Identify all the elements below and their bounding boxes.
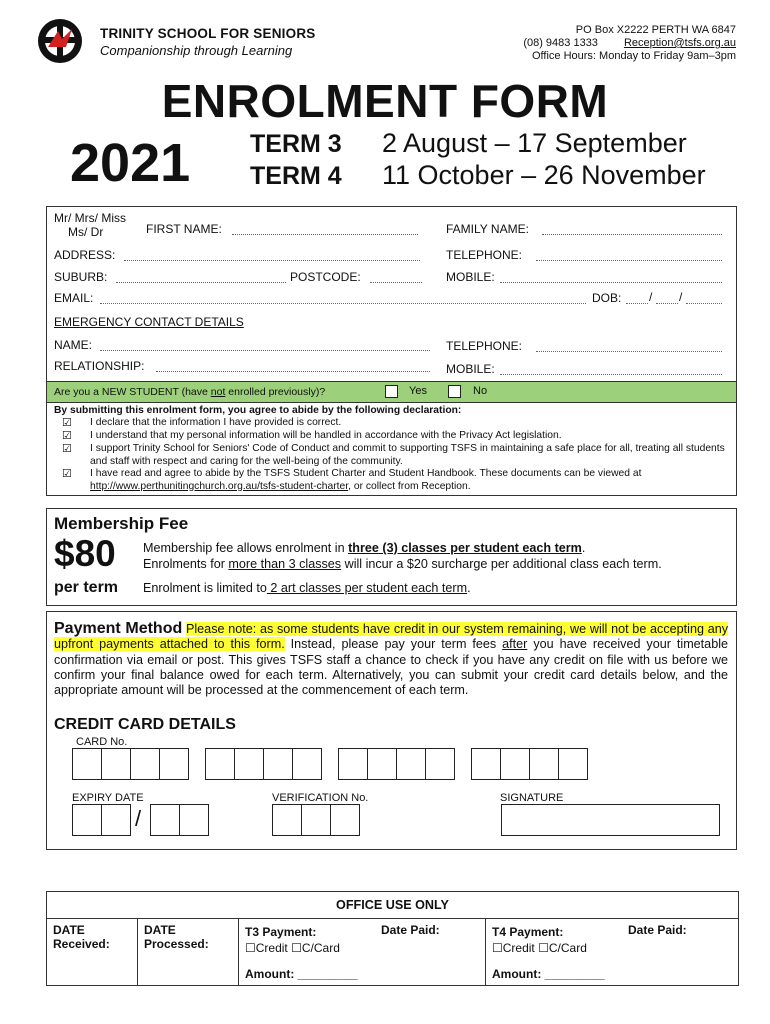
yes-label: Yes: [409, 385, 427, 397]
expiry-digit-cell[interactable]: [179, 804, 209, 836]
membership-per-term: per term: [54, 579, 119, 596]
card-group-1[interactable]: [72, 748, 188, 780]
year: 2021: [70, 133, 191, 193]
date-processed-label-1: DATE: [144, 923, 176, 937]
membership-line-1: [143, 541, 585, 555]
declaration-item-3: I support Trinity School for Seniors' Code of Conduct and commit to supporting TSFS in maintaining a safe place for all, treating all students and staff with respect and caring for the well-being of the community.: [90, 443, 725, 467]
m3-u: 2 art classes per student each term: [266, 581, 468, 595]
question-text-1: Are you a NEW STUDENT (have: [54, 386, 211, 398]
card-digit-cell[interactable]: [101, 748, 131, 780]
card-digit-cell[interactable]: [205, 748, 235, 780]
t4-payment-label: T4 Payment:: [492, 925, 564, 939]
expiry-separator: /: [135, 806, 142, 831]
yes-checkbox[interactable]: [385, 385, 398, 398]
card-digit-cell[interactable]: [396, 748, 426, 780]
expiry-digit-cell[interactable]: [72, 804, 102, 836]
declaration-item-1: I declare that the information I have provided is correct.: [90, 417, 342, 428]
term-4-label: TERM 4: [250, 162, 342, 190]
phone-number: (08) 9483 1333: [523, 37, 598, 49]
postcode-field[interactable]: [370, 272, 422, 283]
address-field[interactable]: [124, 250, 420, 261]
question-text-2: enrolled previously)?: [225, 386, 326, 398]
t3-payment-cell: [239, 919, 486, 986]
verification-digit-cell[interactable]: [301, 804, 331, 836]
payment-after: after: [502, 637, 528, 652]
ec-telephone-field[interactable]: [536, 341, 722, 352]
card-digit-cell[interactable]: [338, 748, 368, 780]
postal-address: PO Box X2222 PERTH WA 6847: [575, 24, 736, 36]
t4-payment-cell: [486, 919, 739, 986]
dob-label: DOB:: [592, 291, 622, 305]
m2-u: more than 3 classes: [228, 557, 342, 571]
tick-icon: ☑: [62, 430, 72, 442]
dob-year-field[interactable]: [686, 293, 722, 304]
verification-digit-cell[interactable]: [330, 804, 360, 836]
verification-cells[interactable]: [272, 804, 359, 836]
tick-icon: ☑: [62, 468, 72, 480]
m1-u: three (3) classes per student each term: [348, 541, 582, 555]
verification-digit-cell[interactable]: [272, 804, 302, 836]
office-hours: Office Hours: Monday to Friday 9am–3pm: [532, 50, 736, 62]
school-tagline: Companionship through Learning: [100, 43, 293, 58]
payment-text-1: Instead, please pay your term fees: [284, 637, 503, 652]
credit-card-heading: CREDIT CARD DETAILS: [54, 716, 236, 733]
office-use-heading: OFFICE USE ONLY: [47, 892, 739, 919]
first-name-field[interactable]: [232, 224, 418, 235]
expiry-label: EXPIRY DATE: [72, 792, 144, 804]
date-received-label-1: DATE: [53, 923, 85, 937]
family-name-field[interactable]: [542, 224, 722, 235]
declaration-intro: By submitting this enrolment form, you agree to abide by the following declaration:: [54, 405, 462, 416]
email-label: EMAIL:: [54, 291, 94, 305]
membership-line-3: [143, 581, 471, 595]
card-digit-cell[interactable]: [72, 748, 102, 780]
t3-date-paid-label: Date Paid:: [381, 923, 440, 937]
address-label: ADDRESS:: [54, 248, 116, 262]
question-not: not: [210, 386, 226, 398]
ec-relationship-field[interactable]: [156, 361, 430, 372]
m3-post: .: [467, 581, 471, 595]
email-link[interactable]: Reception@tsfs.org.au: [623, 37, 736, 49]
dob-day-field[interactable]: [626, 293, 648, 304]
m2-post: will incur a $20 surcharge per additional class each term.: [341, 557, 662, 571]
title-options-2: Ms/ Dr: [68, 225, 104, 239]
school-name: TRINITY SCHOOL FOR SENIORS: [100, 26, 316, 41]
membership-heading: Membership Fee: [54, 514, 189, 533]
office-use-table: [46, 891, 739, 986]
dob-month-field[interactable]: [656, 293, 678, 304]
telephone-label: TELEPHONE:: [446, 248, 523, 262]
card-no-label: CARD No.: [76, 736, 128, 748]
card-digit-cell[interactable]: [292, 748, 322, 780]
charter-link[interactable]: http://www.perthunitingchurch.org.au/tsfs-student-charter: [90, 480, 349, 492]
card-digit-cell[interactable]: [558, 748, 588, 780]
no-label: No: [473, 385, 488, 397]
card-digit-cell[interactable]: [425, 748, 455, 780]
card-digit-cell[interactable]: [367, 748, 397, 780]
t3-amount: Amount: _________: [245, 967, 358, 981]
signature-field[interactable]: [501, 804, 720, 836]
membership-line-2: [143, 557, 662, 571]
expiry-year-cells[interactable]: [150, 804, 208, 836]
card-group-4[interactable]: [471, 748, 587, 780]
m3-pre: Enrolment is limited to: [143, 581, 267, 595]
postcode-label: POSTCODE:: [290, 270, 361, 284]
family-name-label: FAMILY NAME:: [446, 222, 529, 236]
first-name-label: FIRST NAME:: [146, 222, 222, 236]
phone-email-line: [523, 37, 736, 50]
card-group-2[interactable]: [205, 748, 321, 780]
declaration-item-2: I understand that my personal information will be handled in accordance with the Privacy Act legislation.: [90, 430, 562, 441]
no-checkbox[interactable]: [448, 385, 461, 398]
dob-separator-2: /: [679, 290, 683, 304]
date-received-cell: [47, 919, 138, 986]
date-processed-label-2: Processed:: [144, 937, 209, 951]
card-digit-cell[interactable]: [263, 748, 293, 780]
card-digit-cell[interactable]: [471, 748, 501, 780]
t4-amount: Amount: _________: [492, 967, 605, 981]
card-digit-cell[interactable]: [159, 748, 189, 780]
signature-label: SIGNATURE: [500, 792, 564, 804]
t3-payment-options[interactable]: ☐Credit ☐C/Card: [245, 941, 340, 955]
payment-heading: Payment Method: [54, 620, 183, 637]
card-digit-cell[interactable]: [130, 748, 160, 780]
tick-icon: ☑: [62, 417, 72, 429]
declaration-item-4: [90, 468, 730, 493]
tick-icon: ☑: [62, 443, 72, 455]
contact-block: [523, 24, 736, 63]
payment-paragraph: [54, 621, 728, 698]
date-received-label-2: Received:: [53, 937, 110, 951]
term-4-dates: 11 October – 26 November: [382, 160, 706, 190]
t4-payment-options[interactable]: ☐Credit ☐C/Card: [492, 941, 587, 955]
emergency-heading: EMERGENCY CONTACT DETAILS: [54, 315, 244, 329]
ec-relationship-label: RELATIONSHIP:: [54, 359, 145, 373]
t3-payment-label: T3 Payment:: [245, 925, 317, 939]
dob-separator-1: /: [649, 290, 653, 304]
payment-note: Please note: as some students have credit in our system remaining, we will not be accepting any upfront payments attached to this form.: [54, 622, 728, 652]
m2-pre: Enrolments for: [143, 557, 229, 571]
m1-pre: Membership fee allows enrolment in: [143, 541, 349, 555]
card-digit-cell[interactable]: [500, 748, 530, 780]
term-3-dates: 2 August – 17 September: [382, 128, 687, 158]
ec-telephone-label: TELEPHONE:: [446, 339, 523, 353]
card-group-3[interactable]: [338, 748, 454, 780]
suburb-label: SUBURB:: [54, 270, 108, 284]
declaration-item-4-text: I have read and agree to abide by the TSFS Student Charter and Student Handbook. These documents can be viewed at: [90, 468, 642, 479]
suburb-field[interactable]: [116, 272, 286, 283]
title-options: Mr/ Mrs/ Miss: [54, 211, 126, 225]
expiry-month-cells[interactable]: [72, 804, 130, 836]
expiry-digit-cell[interactable]: [101, 804, 131, 836]
ec-name-field[interactable]: [100, 340, 430, 351]
declaration-item-4-end: , or collect from Reception.: [348, 480, 471, 492]
date-processed-cell: [138, 919, 239, 986]
mobile-label: MOBILE:: [446, 270, 495, 284]
form-title: ENROLMENT FORM: [161, 75, 609, 127]
membership-price: $80: [54, 533, 116, 574]
mobile-field[interactable]: [500, 272, 722, 283]
term-3-label: TERM 3: [250, 130, 342, 158]
card-digit-cell[interactable]: [234, 748, 264, 780]
verification-label: VERIFICATION No.: [272, 792, 369, 804]
ec-mobile-field[interactable]: [500, 364, 722, 375]
email-field[interactable]: [100, 293, 586, 304]
new-student-question: [54, 386, 325, 398]
expiry-digit-cell[interactable]: [150, 804, 180, 836]
school-logo: [36, 17, 84, 65]
ec-name-label: NAME:: [54, 338, 93, 352]
m1-post: .: [581, 541, 586, 555]
telephone-field[interactable]: [536, 250, 722, 261]
ec-mobile-label: MOBILE:: [446, 362, 495, 376]
t4-date-paid-label: Date Paid:: [628, 923, 687, 937]
card-digit-cell[interactable]: [529, 748, 559, 780]
payment-text-2: you have received your timetable confirmation via email or post. This gives TSFS staff a chance to check if you have any credit on file with us before we confirm your final balance owed for each term. Alternatively, you can submit your credit card details below, and the appropriate amount will be processed at the commencement of each term.: [54, 637, 728, 698]
